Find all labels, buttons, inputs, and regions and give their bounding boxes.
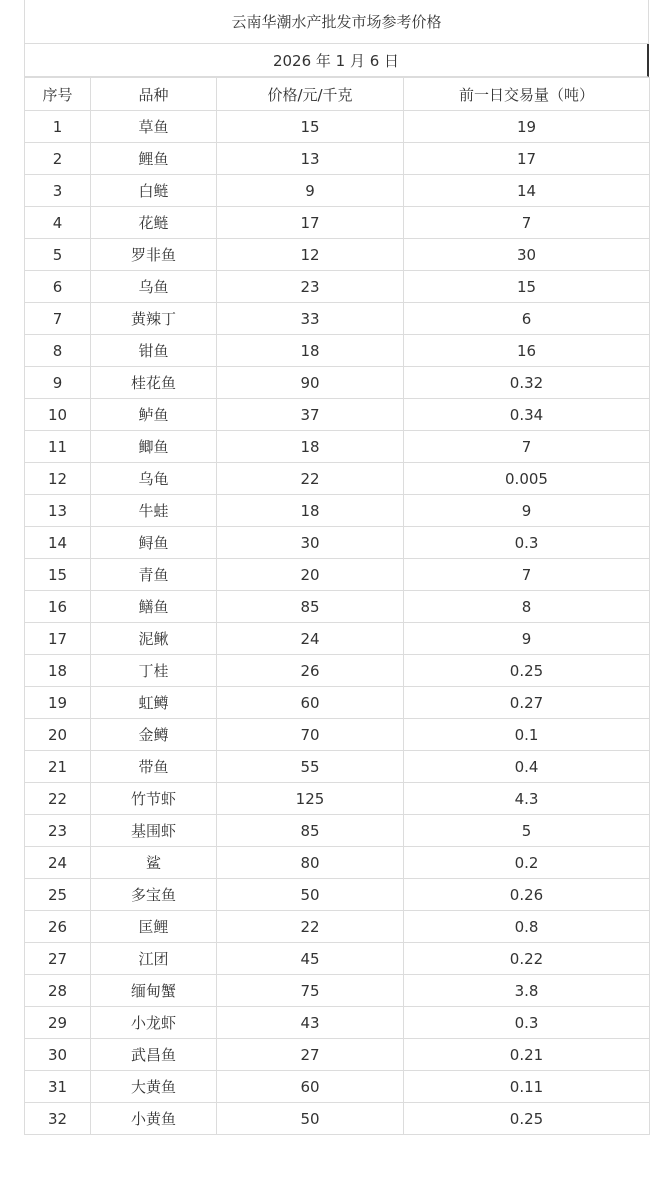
cell-price: 60	[217, 1071, 404, 1103]
table-row	[25, 911, 650, 943]
cell-volume: 14	[404, 175, 650, 207]
cell-volume: 15	[404, 271, 650, 303]
table-row	[25, 847, 650, 879]
cell-volume: 0.005	[404, 463, 650, 495]
cell-price: 24	[217, 623, 404, 655]
cell-price: 12	[217, 239, 404, 271]
cell-price: 17	[217, 207, 404, 239]
cell-index: 5	[25, 239, 91, 271]
cell-price: 85	[217, 815, 404, 847]
table-row	[25, 431, 650, 463]
cell-variety: 泥鳅	[91, 623, 217, 655]
cell-price: 85	[217, 591, 404, 623]
cell-price: 23	[217, 271, 404, 303]
table-row	[25, 1103, 650, 1135]
cell-price: 13	[217, 143, 404, 175]
cell-price: 18	[217, 431, 404, 463]
cell-index: 3	[25, 175, 91, 207]
cell-volume: 0.21	[404, 1039, 650, 1071]
cell-volume: 7	[404, 207, 650, 239]
cell-volume: 0.32	[404, 367, 650, 399]
cell-volume: 9	[404, 495, 650, 527]
cell-variety: 小黄鱼	[91, 1103, 217, 1135]
table-row	[25, 303, 650, 335]
cell-volume: 0.2	[404, 847, 650, 879]
cell-volume: 4.3	[404, 783, 650, 815]
cell-index: 15	[25, 559, 91, 591]
table-row	[25, 1039, 650, 1071]
cell-volume: 19	[404, 111, 650, 143]
cell-variety: 花鲢	[91, 207, 217, 239]
cell-volume: 0.25	[404, 1103, 650, 1135]
table-row	[25, 143, 650, 175]
cell-variety: 黄辣丁	[91, 303, 217, 335]
header-row	[25, 78, 650, 111]
cell-volume: 0.11	[404, 1071, 650, 1103]
table-row	[25, 783, 650, 815]
cell-volume: 30	[404, 239, 650, 271]
table-row	[25, 943, 650, 975]
cell-price: 9	[217, 175, 404, 207]
cell-variety: 金鳟	[91, 719, 217, 751]
cell-index: 11	[25, 431, 91, 463]
cell-variety: 匡鲤	[91, 911, 217, 943]
cell-price: 55	[217, 751, 404, 783]
cell-index: 12	[25, 463, 91, 495]
cell-index: 26	[25, 911, 91, 943]
table-row	[25, 463, 650, 495]
cell-volume: 7	[404, 559, 650, 591]
cell-volume: 8	[404, 591, 650, 623]
cell-volume: 5	[404, 815, 650, 847]
table-row	[25, 207, 650, 239]
table-row	[25, 111, 650, 143]
cell-price: 15	[217, 111, 404, 143]
table-row	[25, 1007, 650, 1039]
cell-variety: 基围虾	[91, 815, 217, 847]
table-row	[25, 367, 650, 399]
cell-variety: 小龙虾	[91, 1007, 217, 1039]
table-row	[25, 815, 650, 847]
table-row	[25, 399, 650, 431]
header-price: 价格/元/千克	[217, 78, 404, 111]
cell-price: 70	[217, 719, 404, 751]
cell-volume: 0.4	[404, 751, 650, 783]
cell-variety: 乌龟	[91, 463, 217, 495]
header-variety: 品种	[91, 78, 217, 111]
table-row	[25, 879, 650, 911]
cell-index: 8	[25, 335, 91, 367]
cell-variety: 鲈鱼	[91, 399, 217, 431]
header-index: 序号	[25, 78, 91, 111]
cell-index: 19	[25, 687, 91, 719]
cell-volume: 6	[404, 303, 650, 335]
cell-variety: 草鱼	[91, 111, 217, 143]
cell-variety: 多宝鱼	[91, 879, 217, 911]
cell-price: 50	[217, 879, 404, 911]
cell-volume: 0.22	[404, 943, 650, 975]
cell-volume: 0.3	[404, 1007, 650, 1039]
cell-price: 33	[217, 303, 404, 335]
cell-index: 9	[25, 367, 91, 399]
cell-index: 31	[25, 1071, 91, 1103]
cell-variety: 桂花鱼	[91, 367, 217, 399]
cell-price: 27	[217, 1039, 404, 1071]
cell-volume: 9	[404, 623, 650, 655]
cell-price: 22	[217, 463, 404, 495]
header-volume: 前一日交易量（吨）	[404, 78, 650, 111]
cell-price: 20	[217, 559, 404, 591]
cell-price: 60	[217, 687, 404, 719]
cell-variety: 鲨	[91, 847, 217, 879]
cell-volume: 16	[404, 335, 650, 367]
cell-index: 10	[25, 399, 91, 431]
cell-index: 4	[25, 207, 91, 239]
cell-index: 28	[25, 975, 91, 1007]
table-row	[25, 719, 650, 751]
cell-variety: 罗非鱼	[91, 239, 217, 271]
cell-index: 20	[25, 719, 91, 751]
cell-variety: 江团	[91, 943, 217, 975]
cell-index: 25	[25, 879, 91, 911]
table-row	[25, 591, 650, 623]
cell-index: 2	[25, 143, 91, 175]
cell-variety: 钳鱼	[91, 335, 217, 367]
cell-index: 23	[25, 815, 91, 847]
cell-index: 14	[25, 527, 91, 559]
cell-variety: 牛蛙	[91, 495, 217, 527]
cell-price: 37	[217, 399, 404, 431]
cell-variety: 鲟鱼	[91, 527, 217, 559]
cell-volume: 0.3	[404, 527, 650, 559]
table-row	[25, 495, 650, 527]
cell-variety: 鳝鱼	[91, 591, 217, 623]
cell-price: 90	[217, 367, 404, 399]
table-date: 2026 年 1 月 6 日	[24, 44, 649, 77]
cell-price: 30	[217, 527, 404, 559]
cell-volume: 17	[404, 143, 650, 175]
price-table	[24, 77, 650, 1135]
cell-variety: 鲤鱼	[91, 143, 217, 175]
table-row	[25, 623, 650, 655]
cell-index: 6	[25, 271, 91, 303]
cell-index: 30	[25, 1039, 91, 1071]
cell-index: 1	[25, 111, 91, 143]
cell-price: 50	[217, 1103, 404, 1135]
table-row	[25, 751, 650, 783]
table-row	[25, 335, 650, 367]
cell-index: 18	[25, 655, 91, 687]
table-row	[25, 687, 650, 719]
cell-volume: 3.8	[404, 975, 650, 1007]
cell-variety: 竹节虾	[91, 783, 217, 815]
cell-variety: 虹鳟	[91, 687, 217, 719]
cell-variety: 武昌鱼	[91, 1039, 217, 1071]
cell-variety: 鲫鱼	[91, 431, 217, 463]
table-body	[25, 111, 650, 1135]
cell-index: 32	[25, 1103, 91, 1135]
cell-volume: 0.26	[404, 879, 650, 911]
cell-index: 16	[25, 591, 91, 623]
cell-variety: 丁桂	[91, 655, 217, 687]
cell-index: 29	[25, 1007, 91, 1039]
cell-index: 27	[25, 943, 91, 975]
cell-index: 22	[25, 783, 91, 815]
cell-volume: 0.25	[404, 655, 650, 687]
cell-price: 18	[217, 335, 404, 367]
table-row	[25, 655, 650, 687]
cell-variety: 带鱼	[91, 751, 217, 783]
table-row	[25, 1071, 650, 1103]
cell-index: 13	[25, 495, 91, 527]
table-row	[25, 175, 650, 207]
cell-volume: 7	[404, 431, 650, 463]
cell-price: 22	[217, 911, 404, 943]
cell-index: 24	[25, 847, 91, 879]
table-row	[25, 527, 650, 559]
cell-index: 17	[25, 623, 91, 655]
cell-price: 18	[217, 495, 404, 527]
cell-index: 7	[25, 303, 91, 335]
cell-variety: 白鲢	[91, 175, 217, 207]
cell-variety: 青鱼	[91, 559, 217, 591]
cell-price: 80	[217, 847, 404, 879]
table-title: 云南华潮水产批发市场参考价格	[24, 0, 649, 44]
cell-variety: 大黄鱼	[91, 1071, 217, 1103]
cell-volume: 0.34	[404, 399, 650, 431]
cell-volume: 0.1	[404, 719, 650, 751]
price-table-container	[24, 0, 649, 1135]
table-row	[25, 975, 650, 1007]
cell-volume: 0.8	[404, 911, 650, 943]
cell-price: 43	[217, 1007, 404, 1039]
cell-variety: 缅甸蟹	[91, 975, 217, 1007]
table-row	[25, 271, 650, 303]
cell-volume: 0.27	[404, 687, 650, 719]
cell-price: 45	[217, 943, 404, 975]
table-row	[25, 559, 650, 591]
cell-index: 21	[25, 751, 91, 783]
table-row	[25, 239, 650, 271]
cell-price: 26	[217, 655, 404, 687]
cell-price: 75	[217, 975, 404, 1007]
cell-variety: 乌鱼	[91, 271, 217, 303]
cell-price: 125	[217, 783, 404, 815]
